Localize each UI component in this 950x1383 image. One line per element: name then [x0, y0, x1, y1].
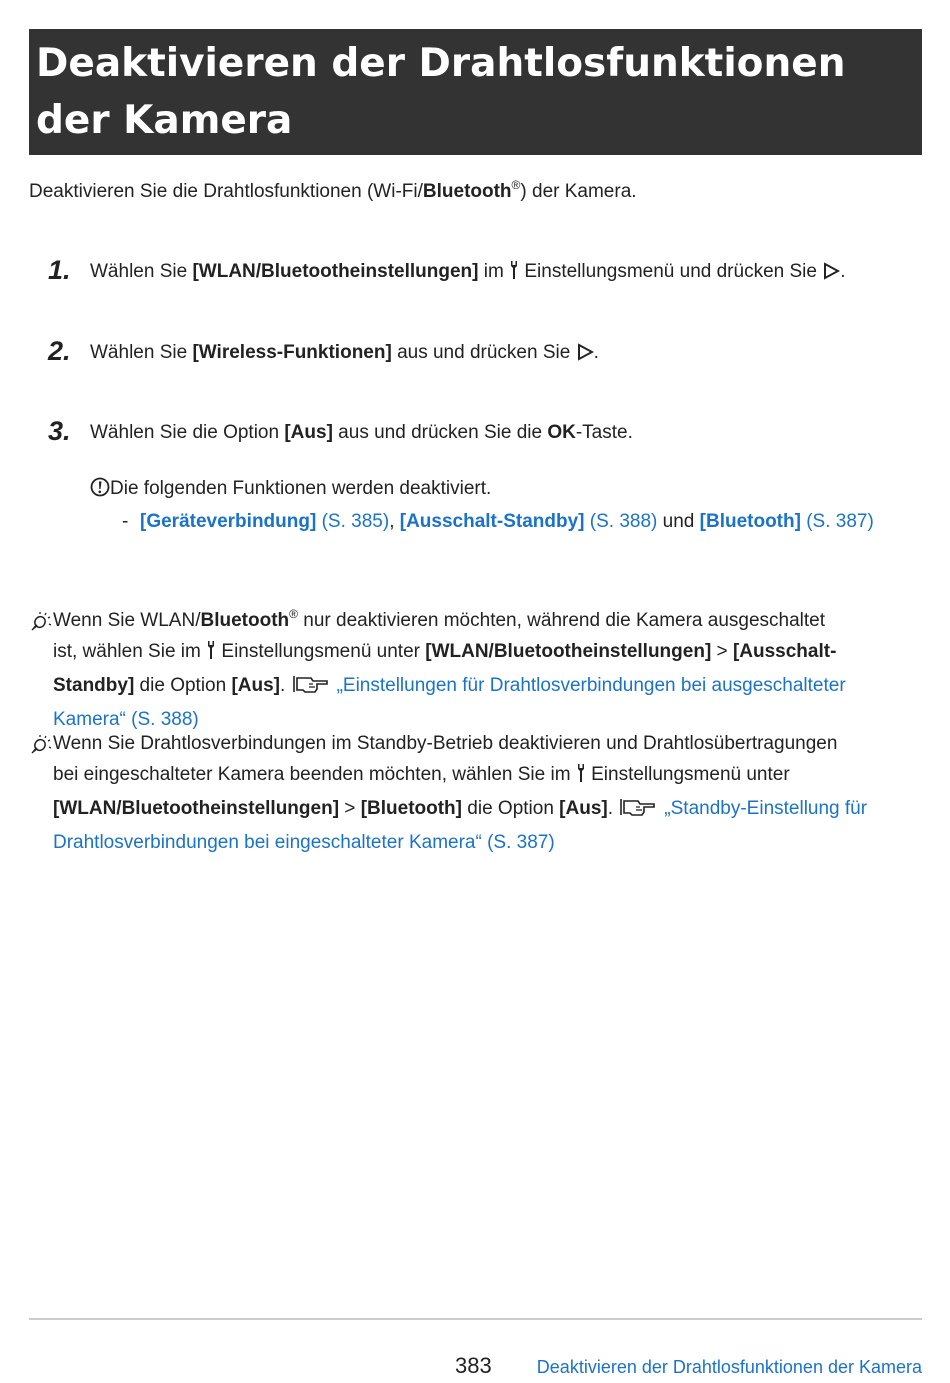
menu-label: [WLAN/Bluetootheinstellungen]: [425, 641, 712, 662]
tip-text: bei eingeschalteter Kamera beenden möchten, wählen Sie im: [53, 764, 576, 785]
page-ref-388[interactable]: (S. 388): [584, 511, 658, 532]
tip-text: die Option: [134, 675, 232, 696]
tip-text: nur deaktivieren möchten, während die Kamera ausgeschaltet: [297, 610, 826, 631]
link-einstellungen-ausgeschaltet-page[interactable]: Kamera“ (S. 388): [53, 709, 199, 730]
tip-lightbulb-icon: [29, 734, 51, 766]
menu-label: [Ausschalt-: [732, 641, 837, 662]
step-text: Einstellungsmenü und drücken Sie: [519, 261, 823, 282]
tip-text: ist, wählen Sie im: [53, 641, 207, 662]
step-text: Wählen Sie die Option: [90, 422, 285, 443]
page-ref-387[interactable]: (S. 387): [800, 511, 874, 532]
tip-text: Wenn Sie WLAN/: [53, 610, 201, 631]
step-3: [48, 416, 633, 448]
right-arrow-icon: [576, 341, 594, 371]
step-text: im: [478, 261, 510, 282]
intro-text: Deaktivieren Sie die Drahtlosfunktionen (Wi-Fi/: [29, 181, 423, 202]
link-standby-einstellung[interactable]: „Standby-Einstellung für: [664, 798, 868, 819]
page-number: 383: [455, 1353, 492, 1378]
link-einstellungen-ausgeschaltet[interactable]: „Einstellungen für Drahtlosverbindungen bei ausgeschalteter: [336, 675, 846, 696]
tip-1: [29, 605, 909, 735]
step-number: 3.: [48, 416, 71, 446]
reference-hand-icon: [618, 796, 656, 827]
tip-text: .: [280, 675, 291, 696]
title-bar: [29, 29, 922, 155]
ok-button-label: OK: [547, 422, 576, 443]
tip-2: [29, 728, 909, 858]
caution-note: [90, 474, 910, 537]
footer-chapter-link[interactable]: Deaktivieren der Drahtlosfunktionen der Kamera: [536, 1357, 922, 1377]
step-text: .: [593, 342, 599, 363]
page-title: Deaktivieren der Drahtlosfunktionen der Kamera: [36, 41, 846, 143]
step-text: aus und drücken Sie: [391, 342, 576, 363]
separator: ,: [389, 511, 400, 532]
menu-label: Standby]: [53, 675, 135, 696]
registered-mark: ®: [511, 178, 521, 192]
intro-paragraph: [29, 178, 637, 206]
reference-hand-icon: [291, 673, 329, 704]
tip-text: Einstellungsmenü unter: [585, 764, 790, 785]
caution-text: Die folgenden Funktionen werden deaktiviert.: [110, 478, 492, 499]
link-geraeteverbindung[interactable]: [Geräteverbindung]: [140, 511, 317, 532]
intro-bluetooth: Bluetooth: [422, 181, 512, 202]
intro-text-end: ) der Kamera.: [520, 181, 637, 202]
menu-label: [Wireless-Funktionen]: [192, 342, 392, 363]
link-standby-einstellung-page[interactable]: Drahtlosverbindungen bei eingeschalteter Kamera“ (S. 387): [53, 832, 555, 853]
separator: >: [711, 641, 733, 662]
separator: >: [339, 798, 361, 819]
step-text: aus und drücken Sie die: [332, 422, 548, 443]
wrench-icon: [206, 639, 216, 670]
tip-text: Einstellungsmenü unter: [216, 641, 426, 662]
wrench-icon: [509, 260, 519, 290]
page-ref-385[interactable]: (S. 385): [316, 511, 390, 532]
caution-icon: [90, 477, 110, 507]
option-label: [Aus]: [231, 675, 281, 696]
tip-lightbulb-icon: [29, 611, 51, 643]
link-ausschalt-standby[interactable]: [Ausschalt-Standby]: [399, 511, 585, 532]
link-bluetooth[interactable]: [Bluetooth]: [699, 511, 801, 532]
menu-label: [WLAN/Bluetootheinstellungen]: [192, 261, 479, 282]
menu-label: [WLAN/Bluetootheinstellungen]: [53, 798, 340, 819]
step-text: Wählen Sie: [90, 261, 193, 282]
registered-mark: ®: [289, 607, 298, 621]
option-label: [Aus]: [284, 422, 333, 443]
wrench-icon: [576, 762, 586, 793]
separator: und: [657, 511, 700, 532]
option-label: [Aus]: [559, 798, 608, 819]
step-text: Wählen Sie: [90, 342, 193, 363]
tip-bluetooth: Bluetooth: [200, 610, 290, 631]
step-number: 2.: [48, 336, 71, 366]
right-arrow-icon: [822, 260, 840, 290]
step-number: 1.: [48, 255, 71, 285]
tip-text: .: [607, 798, 619, 819]
step-1: [48, 255, 846, 290]
step-text: -Taste.: [575, 422, 633, 443]
list-dash: -: [122, 511, 129, 532]
step-2: [48, 336, 599, 371]
footer-divider: [29, 1318, 922, 1320]
menu-label: [Bluetooth]: [360, 798, 462, 819]
tip-text: die Option: [462, 798, 560, 819]
step-text: .: [840, 261, 846, 282]
tip-text: Wenn Sie Drahtlosverbindungen im Standby-Betrieb deaktivieren und Drahtlosübertragungen: [53, 733, 838, 754]
